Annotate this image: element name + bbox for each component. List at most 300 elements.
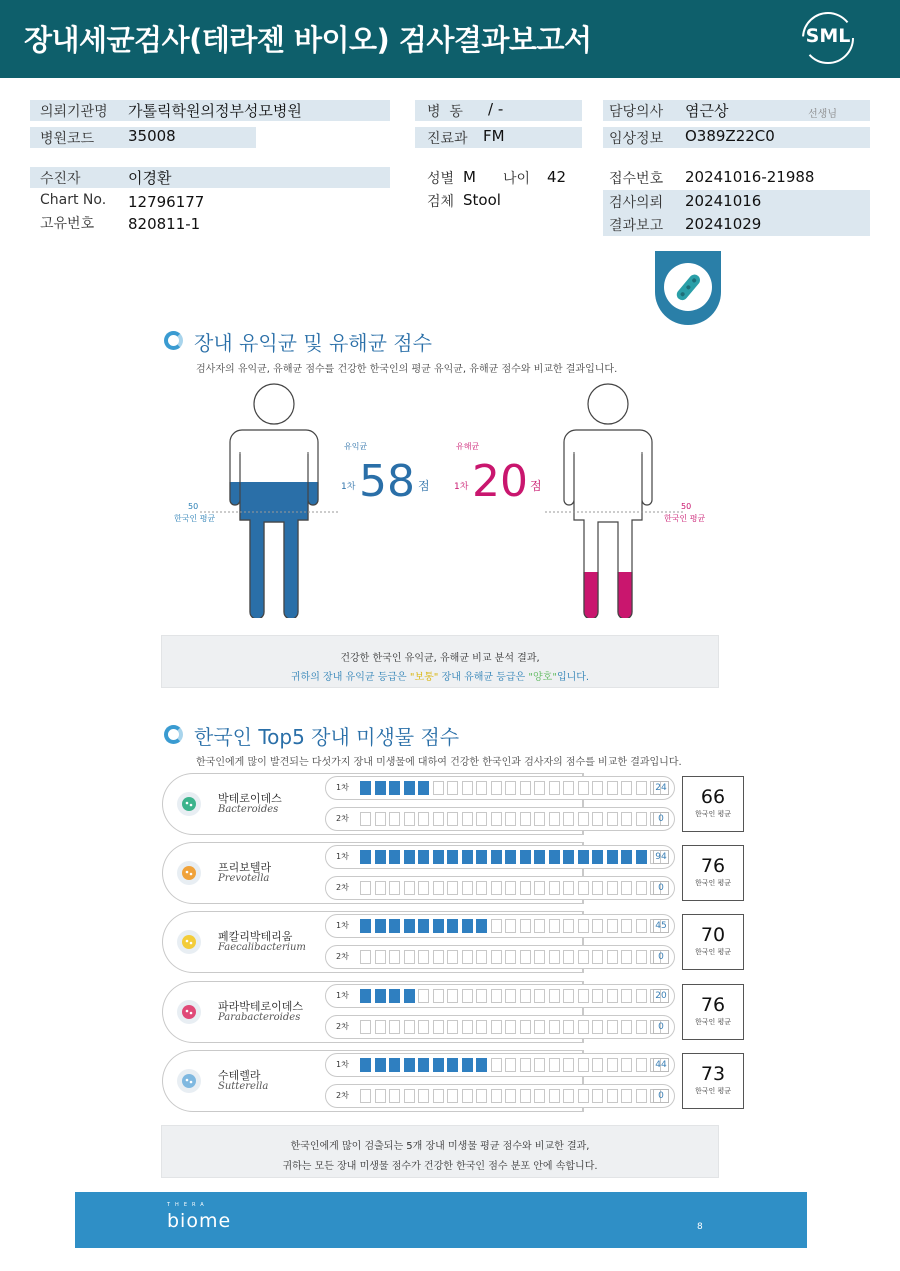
score-cell <box>578 919 589 933</box>
microbe-name-ko: 파라박테로이데스 <box>218 1000 304 1013</box>
score-cell <box>375 781 386 795</box>
score-cell <box>360 850 371 864</box>
score-cell <box>563 919 574 933</box>
age-value: 42 <box>547 168 567 186</box>
korean-average-box <box>682 845 744 901</box>
score-cell <box>549 989 560 1003</box>
score-cell <box>520 919 531 933</box>
score-cell <box>592 950 603 964</box>
score-cell <box>476 881 487 895</box>
score-track-score2 <box>325 945 675 969</box>
green-bacteria-icon <box>177 792 201 816</box>
score-cell <box>592 781 603 795</box>
specimen-label: 검체 <box>427 194 455 210</box>
score-cell <box>520 781 531 795</box>
score-cell <box>447 1058 458 1072</box>
score-cell <box>621 1089 632 1103</box>
score-cell <box>375 989 386 1003</box>
score-track-score1 <box>325 776 675 800</box>
institution-value: 가톨릭학원의정부성모병원 <box>128 102 302 120</box>
score-cell <box>375 1058 386 1072</box>
score-cell <box>578 850 589 864</box>
score-cell <box>563 950 574 964</box>
score-cell <box>433 850 444 864</box>
korean-average-box <box>682 984 744 1040</box>
korean-average-caption: 한국인 평균 <box>694 1018 732 1026</box>
score-track-score2 <box>325 1084 675 1108</box>
score-cell <box>418 781 429 795</box>
score-cell <box>491 781 502 795</box>
score-cell <box>636 1058 647 1072</box>
score-cell <box>505 881 516 895</box>
score-cell <box>418 881 429 895</box>
score-cell <box>360 1089 371 1103</box>
score-cell <box>375 1020 386 1034</box>
round-label: 1차 <box>336 991 349 1000</box>
beneficial-avg-value: 50 <box>188 502 199 511</box>
score-cell <box>404 1020 415 1034</box>
beneficial-score-unit: 점 <box>418 479 430 493</box>
score-cell <box>505 1020 516 1034</box>
doctor-suffix: 선생님 <box>808 109 837 120</box>
score-cell <box>621 950 632 964</box>
score-cell <box>607 1058 618 1072</box>
microbe-row <box>162 773 746 835</box>
microbe-name-latin: Prevotella <box>218 873 270 884</box>
score-cell <box>520 950 531 964</box>
score-cell <box>534 919 545 933</box>
beneficial-avg-line <box>200 511 340 513</box>
microbe-badge <box>655 251 721 325</box>
korean-average-box <box>682 776 744 832</box>
score-cell <box>433 881 444 895</box>
score-cell <box>491 989 502 1003</box>
patient-bar <box>30 167 390 188</box>
score-cell <box>404 1089 415 1103</box>
korean-average-box <box>682 1053 744 1109</box>
korean-average-value: 70 <box>700 924 726 946</box>
score-cell <box>462 850 473 864</box>
score-cell <box>563 850 574 864</box>
round-label: 1차 <box>336 1060 349 1069</box>
score-cell <box>418 989 429 1003</box>
score-cell <box>505 850 516 864</box>
score-cell <box>360 989 371 1003</box>
score-cell <box>636 812 647 826</box>
score-track-score2 <box>325 876 675 900</box>
beneficial-score: 58 <box>359 456 415 507</box>
score-cell <box>462 1020 473 1034</box>
microbe-name-ko: 수테렐라 <box>218 1069 261 1082</box>
score-cell <box>549 1020 560 1034</box>
score-cell <box>404 989 415 1003</box>
score-cell <box>360 1058 371 1072</box>
score-cell <box>636 1020 647 1034</box>
score-cell <box>549 950 560 964</box>
score-cell <box>433 1058 444 1072</box>
score-cell <box>389 881 400 895</box>
logo-text: SML <box>805 25 851 47</box>
score-cell <box>520 881 531 895</box>
microbe-name-latin: Faecalibacterium <box>218 942 306 953</box>
chart-label: Chart No. <box>40 192 107 208</box>
round-label: 1차 <box>336 783 349 792</box>
section1-summary-line2: 귀하의 장내 유익균 등급은 "보통" 장내 유해균 등급은 "양호"입니다. <box>290 672 590 683</box>
score-cell <box>404 950 415 964</box>
microbe-name-ko: 박테로이데스 <box>218 792 282 805</box>
score-cell <box>418 1058 429 1072</box>
sml-logo <box>800 10 856 66</box>
score-cell <box>636 1089 647 1103</box>
score-cell <box>520 1020 531 1034</box>
ward-value: / - <box>488 100 504 118</box>
score-cell <box>563 812 574 826</box>
score-cell <box>418 1020 429 1034</box>
hospital-code-value: 35008 <box>128 127 176 145</box>
score-value: 44 <box>653 1058 669 1072</box>
score-cell <box>578 950 589 964</box>
patient-label: 수진자 <box>40 171 81 187</box>
score-cell <box>404 781 415 795</box>
score-cell <box>549 781 560 795</box>
round-label: 2차 <box>336 814 349 823</box>
score-cell <box>520 989 531 1003</box>
score-value: 24 <box>653 781 669 795</box>
beneficial-avg-label: 한국인 평균 <box>174 514 216 523</box>
score-track-score1 <box>325 1053 675 1077</box>
score-cell <box>549 1058 560 1072</box>
score-cell <box>578 781 589 795</box>
score-cell <box>607 1020 618 1034</box>
harmful-figure <box>562 382 654 618</box>
microbe-row <box>162 981 746 1043</box>
score-cell <box>375 1089 386 1103</box>
score-cell <box>578 812 589 826</box>
score-cell <box>563 781 574 795</box>
score-cell <box>404 850 415 864</box>
score-cell <box>534 950 545 964</box>
score-cell <box>404 812 415 826</box>
score-cell <box>447 989 458 1003</box>
score-cell <box>636 850 647 864</box>
score-cell <box>505 781 516 795</box>
score-cell <box>476 919 487 933</box>
korean-average-caption: 한국인 평균 <box>694 1087 732 1095</box>
score-track-score2 <box>325 807 675 831</box>
score-cell <box>476 1089 487 1103</box>
yellow-bacteria-icon <box>177 930 201 954</box>
score-cell <box>607 850 618 864</box>
score-track-score1 <box>325 914 675 938</box>
microbe-row <box>162 911 746 973</box>
request-label: 검사의뢰 <box>609 195 664 211</box>
score-cell <box>476 950 487 964</box>
score-cell <box>549 919 560 933</box>
score-cell <box>607 989 618 1003</box>
score-cell <box>389 1020 400 1034</box>
section2-subtitle: 한국인에게 많이 발견되는 다섯가지 장내 미생물에 대하여 건강한 한국인과 검사자의 점수를 비교한 결과입니다. <box>196 757 682 768</box>
score-cell <box>389 1058 400 1072</box>
blue-bacteria-icon <box>177 1069 201 1093</box>
score-cell <box>462 950 473 964</box>
score-cell <box>621 919 632 933</box>
microbe-name-latin: Parabacteroides <box>218 1012 301 1023</box>
score-cell <box>447 881 458 895</box>
reception-value: 20241016-21988 <box>685 168 815 186</box>
score-track-score1 <box>325 984 675 1008</box>
score-cell <box>592 1058 603 1072</box>
score-cell <box>607 781 618 795</box>
score-cell <box>534 881 545 895</box>
doctor-value: 염근상 <box>685 102 729 120</box>
score-cell <box>404 1058 415 1072</box>
score-cell <box>375 881 386 895</box>
score-cell <box>418 850 429 864</box>
score-cell <box>534 781 545 795</box>
score-cell <box>563 1089 574 1103</box>
score-cell <box>520 812 531 826</box>
score-cell <box>462 989 473 1003</box>
korean-average-box <box>682 914 744 970</box>
score-value: 20 <box>653 989 669 1003</box>
report-footer <box>75 1192 807 1248</box>
score-cell <box>462 812 473 826</box>
score-cell <box>534 1020 545 1034</box>
harmful-grade: "양호" <box>528 672 557 683</box>
section2-ring-icon <box>164 725 183 744</box>
report-value: 20241029 <box>685 215 762 233</box>
score-cell <box>476 812 487 826</box>
score-cell <box>621 1020 632 1034</box>
score-cell <box>360 781 371 795</box>
score-cell <box>563 989 574 1003</box>
beneficial-grade: "보통" <box>409 672 439 683</box>
round-label: 1차 <box>336 921 349 930</box>
score-value: 94 <box>653 850 669 864</box>
score-cell <box>491 850 502 864</box>
pink-bacteria-icon <box>177 1000 201 1024</box>
harmful-score: 20 <box>472 456 528 507</box>
score-cell <box>418 812 429 826</box>
footer-brand-sup: THERA <box>167 1202 209 1208</box>
korean-average-value: 73 <box>700 1063 726 1085</box>
score-cell <box>375 812 386 826</box>
ward-label: 병 동 <box>427 104 463 120</box>
korean-average-caption: 한국인 평균 <box>694 948 732 956</box>
score-cell <box>462 919 473 933</box>
beneficial-round-label: 1차 <box>341 482 356 492</box>
section1-summary-line1: 건강한 한국인 유익균, 유해균 비교 분석 결과, <box>340 653 540 664</box>
score-cell <box>491 950 502 964</box>
score-cell <box>607 1089 618 1103</box>
score-cell <box>389 1089 400 1103</box>
korean-average-value: 76 <box>700 855 726 877</box>
harmful-avg-label: 한국인 평균 <box>664 514 706 523</box>
score-cell <box>433 1020 444 1034</box>
microbe-name-ko: 페칼리박테리움 <box>218 930 293 943</box>
score-cell <box>462 781 473 795</box>
score-cell <box>505 950 516 964</box>
score-cell <box>621 781 632 795</box>
score-cell <box>491 881 502 895</box>
score-cell <box>520 850 531 864</box>
score-cell <box>563 1058 574 1072</box>
harmful-score-unit: 점 <box>530 479 542 493</box>
score-cell <box>636 881 647 895</box>
score-value: 0 <box>653 1020 669 1034</box>
score-cell <box>578 881 589 895</box>
section1-title: 장내 유익균 및 유해균 점수 <box>194 331 432 355</box>
score-cell <box>360 950 371 964</box>
clinical-value: O389Z22C0 <box>685 127 775 145</box>
dept-label: 진료과 <box>427 131 468 147</box>
harmful-avg-value: 50 <box>681 502 692 511</box>
score-cell <box>447 1089 458 1103</box>
reception-label: 접수번호 <box>609 171 664 187</box>
score-cell <box>447 1020 458 1034</box>
korean-average-value: 76 <box>700 994 726 1016</box>
sex-label: 성별 <box>427 171 455 187</box>
score-cell <box>549 881 560 895</box>
score-cell <box>389 989 400 1003</box>
score-cell <box>621 812 632 826</box>
bacteria-icon <box>664 263 712 311</box>
score-cell <box>592 1020 603 1034</box>
score-value: 0 <box>653 950 669 964</box>
microbe-name-ko: 프리보텔라 <box>218 861 272 874</box>
score-cell <box>505 812 516 826</box>
score-cell <box>534 989 545 1003</box>
score-cell <box>534 1089 545 1103</box>
score-cell <box>578 1020 589 1034</box>
score-cell <box>447 850 458 864</box>
score-cell <box>607 919 618 933</box>
score-cell <box>433 812 444 826</box>
section1-ring-icon <box>164 331 183 350</box>
report-title: 장내세균검사(테라젠 바이오) 검사결과보고서 <box>24 23 592 57</box>
report-label: 결과보고 <box>609 218 664 234</box>
score-cell <box>389 781 400 795</box>
score-cell <box>520 1089 531 1103</box>
section2-summary-line1: 한국인에게 많이 검출되는 5개 장내 미생물 평균 점수와 비교한 결과, <box>290 1141 590 1152</box>
score-cell <box>578 1089 589 1103</box>
microbe-row <box>162 1050 746 1112</box>
score-cell <box>534 812 545 826</box>
score-cell <box>607 950 618 964</box>
score-cell <box>447 812 458 826</box>
score-cell <box>375 950 386 964</box>
report-header <box>0 0 900 78</box>
score-cell <box>418 950 429 964</box>
harmful-round-label: 1차 <box>454 482 469 492</box>
score-cell <box>621 1058 632 1072</box>
score-cell <box>491 1020 502 1034</box>
score-cell <box>592 850 603 864</box>
score-cell <box>549 1089 560 1103</box>
hospital-code-label: 병원코드 <box>40 131 95 147</box>
section1-summary <box>161 635 719 688</box>
score-cell <box>360 812 371 826</box>
score-cell <box>476 1020 487 1034</box>
score-cell <box>505 989 516 1003</box>
score-cell <box>447 950 458 964</box>
score-cell <box>491 812 502 826</box>
round-label: 1차 <box>336 852 349 861</box>
id-label: 고유번호 <box>40 216 95 232</box>
score-cell <box>375 919 386 933</box>
score-cell <box>534 850 545 864</box>
score-value: 0 <box>653 881 669 895</box>
microbe-name-latin: Sutterella <box>218 1081 269 1092</box>
score-cell <box>520 1058 531 1072</box>
score-value: 0 <box>653 812 669 826</box>
score-track-score1 <box>325 845 675 869</box>
score-cell <box>360 1020 371 1034</box>
score-cell <box>476 1058 487 1072</box>
round-label: 2차 <box>336 1022 349 1031</box>
score-cell <box>578 989 589 1003</box>
sex-value: M <box>463 168 476 186</box>
score-cell <box>360 881 371 895</box>
score-cell <box>578 1058 589 1072</box>
score-value: 0 <box>653 1089 669 1103</box>
score-cell <box>462 1058 473 1072</box>
score-cell <box>389 950 400 964</box>
score-cell <box>476 989 487 1003</box>
institution-label: 의뢰기관명 <box>40 104 108 120</box>
score-cell <box>491 1058 502 1072</box>
request-value: 20241016 <box>685 192 762 210</box>
beneficial-label: 유익균 <box>344 442 368 451</box>
score-cell <box>549 850 560 864</box>
score-cell <box>549 812 560 826</box>
score-cell <box>621 881 632 895</box>
score-track-score2 <box>325 1015 675 1039</box>
score-cell <box>404 919 415 933</box>
score-cell <box>563 1020 574 1034</box>
score-cell <box>433 1089 444 1103</box>
korean-average-caption: 한국인 평균 <box>694 879 732 887</box>
score-cell <box>433 781 444 795</box>
score-cell <box>447 781 458 795</box>
score-cell <box>621 989 632 1003</box>
score-cell <box>505 1058 516 1072</box>
score-cell <box>491 1089 502 1103</box>
korean-average-value: 66 <box>700 786 726 808</box>
score-cell <box>418 1089 429 1103</box>
score-cell <box>636 950 647 964</box>
beneficial-figure <box>228 382 320 618</box>
score-cell <box>433 950 444 964</box>
score-cell <box>592 812 603 826</box>
score-cell <box>607 812 618 826</box>
score-cell <box>505 1089 516 1103</box>
score-cell <box>418 919 429 933</box>
score-cell <box>563 881 574 895</box>
score-value: 45 <box>653 919 669 933</box>
footer-brand: biome <box>167 1210 232 1232</box>
microbe-name-latin: Bacteroides <box>218 804 279 815</box>
score-cell <box>607 881 618 895</box>
score-cell <box>389 850 400 864</box>
round-label: 2차 <box>336 883 349 892</box>
harmful-label: 유해균 <box>456 442 480 451</box>
score-cell <box>375 850 386 864</box>
section2-title: 한국인 Top5 장내 미생물 점수 <box>194 725 460 749</box>
score-cell <box>360 919 371 933</box>
chart-value: 12796177 <box>128 193 205 211</box>
score-cell <box>621 850 632 864</box>
